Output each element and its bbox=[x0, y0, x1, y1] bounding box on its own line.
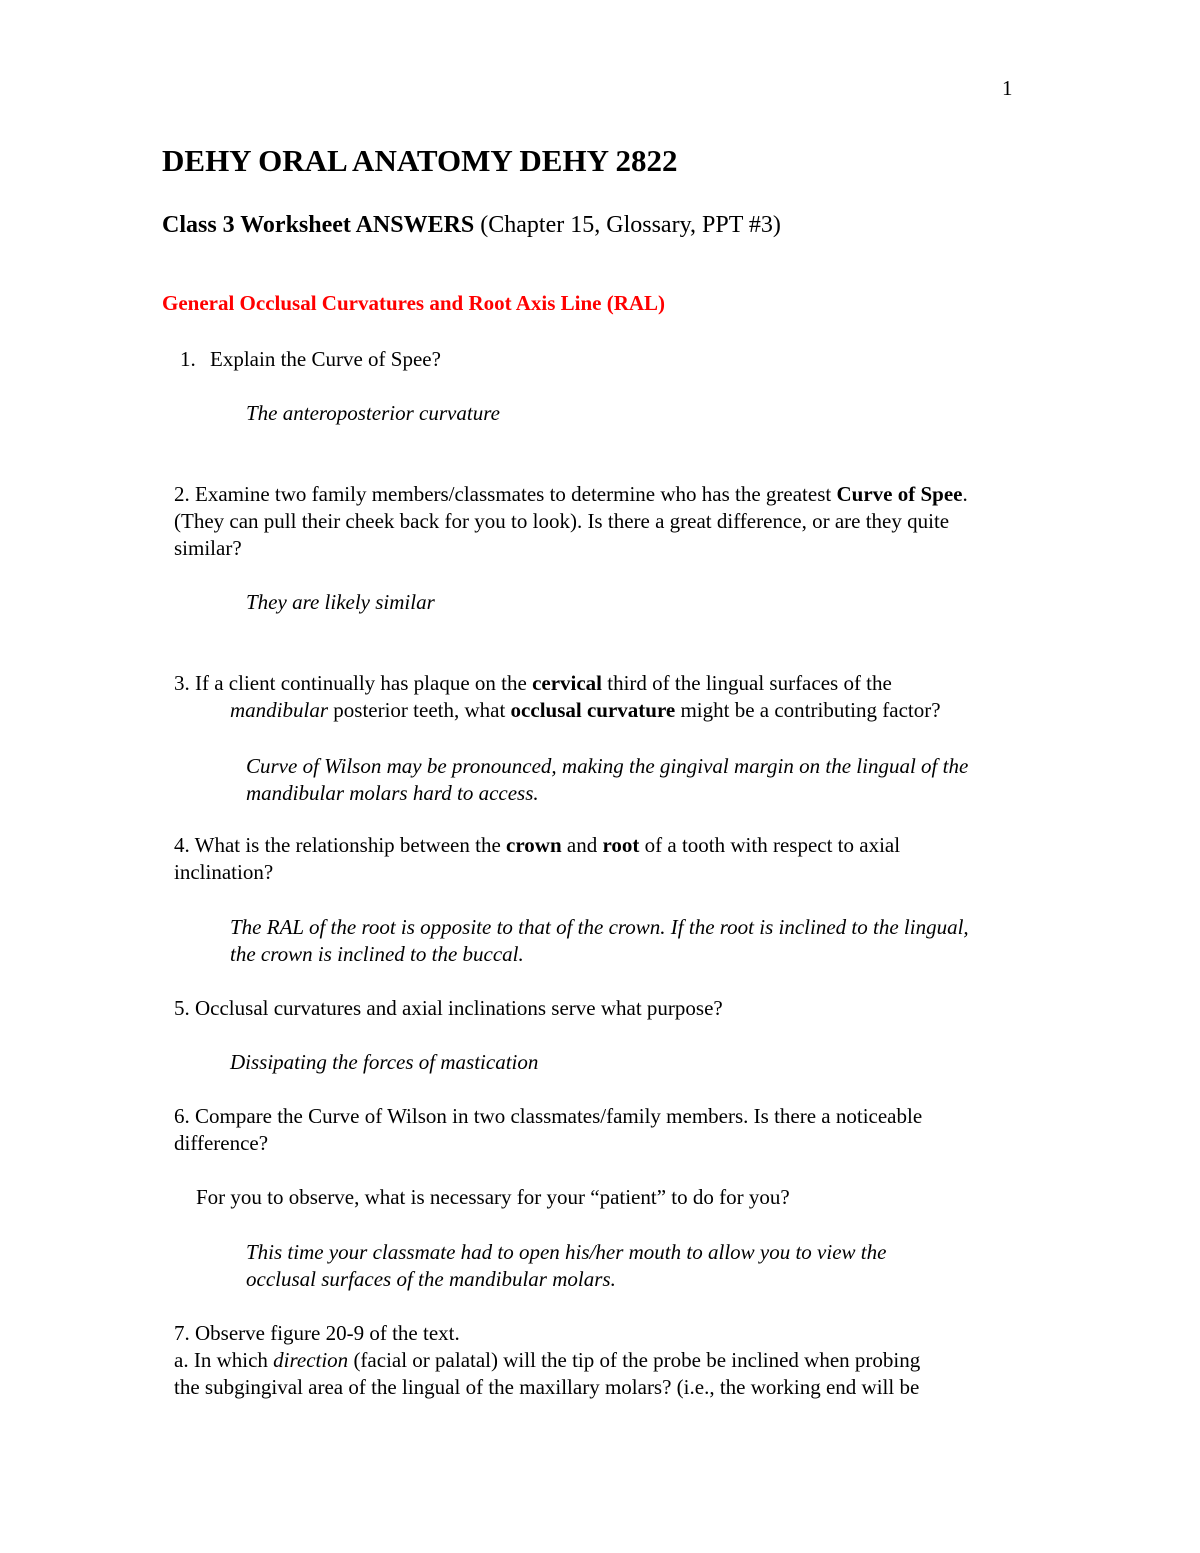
question-7-line-1: 7. Observe figure 20-9 of the text. bbox=[174, 1321, 460, 1345]
question-5: 5. Occlusal curvatures and axial inclinations serve what purpose? bbox=[174, 996, 723, 1020]
question-4 bbox=[174, 832, 900, 859]
q4-part2: and bbox=[561, 833, 603, 857]
question-6-subquestion: For you to observe, what is necessary for your “patient” to do for you? bbox=[196, 1185, 790, 1209]
answer-6-line-1: This time your classmate had to open his/her mouth to allow you to view the bbox=[246, 1240, 887, 1264]
question-6-line-2: difference? bbox=[174, 1131, 269, 1155]
answer-6-line-2: occlusal surfaces of the mandibular molars. bbox=[246, 1267, 616, 1291]
q3-part4: might be a contributing factor? bbox=[675, 698, 941, 722]
worksheet-subtitle bbox=[162, 212, 781, 239]
q4-bold-root: root bbox=[602, 833, 640, 857]
question-7a bbox=[174, 1347, 920, 1374]
question-3-line-2 bbox=[230, 697, 941, 724]
q3-bold-occlusal-curvature: occlusal curvature bbox=[510, 698, 676, 722]
q3-bold-cervical: cervical bbox=[532, 671, 603, 695]
answer-1: The anteroposterior curvature bbox=[246, 401, 500, 425]
q4-part3: of a tooth with respect to axial bbox=[639, 833, 901, 857]
answer-4-line-2: the crown is inclined to the buccal. bbox=[230, 942, 524, 966]
document-title: DEHY ORAL ANATOMY DEHY 2822 bbox=[162, 143, 678, 178]
page-number: 1 bbox=[1002, 76, 1013, 100]
answer-2: They are likely similar bbox=[246, 590, 435, 614]
question-2-line-2: (They can pull their cheek back for you to look). Is there a great difference, or are they quite bbox=[174, 509, 950, 533]
question-6-line-1: 6. Compare the Curve of Wilson in two classmates/family members. Is there a noticeable bbox=[174, 1104, 923, 1128]
q7a-part1: a. In which bbox=[174, 1348, 274, 1372]
question-7a-line-2: the subgingival area of the lingual of the maxillary molars? (i.e., the working end will be bbox=[174, 1375, 920, 1399]
subtitle-bold: Class 3 Worksheet ANSWERS bbox=[162, 212, 475, 238]
q3-part1: 3. If a client continually has plaque on the bbox=[174, 671, 533, 695]
answer-3-line-2: mandibular molars hard to access. bbox=[246, 781, 539, 805]
q7a-italic-direction: direction bbox=[273, 1348, 349, 1372]
question-4-line-2: inclination? bbox=[174, 860, 274, 884]
q3-part3: posterior teeth, what bbox=[328, 698, 511, 722]
q3-part2: third of the lingual surfaces of the bbox=[602, 671, 892, 695]
subtitle-rest: (Chapter 15, Glossary, PPT #3) bbox=[474, 212, 781, 238]
q2-bold-curve-of-spee: Curve of Spee bbox=[836, 482, 963, 506]
q2-part2: . bbox=[962, 482, 968, 506]
question-1-number: 1. bbox=[180, 347, 196, 371]
q3-italic-mandibular: mandibular bbox=[230, 698, 329, 722]
q4-bold-crown: crown bbox=[506, 833, 562, 857]
q7a-part2: (facial or palatal) will the tip of the probe be inclined when probing bbox=[348, 1348, 921, 1372]
question-2-line-3: similar? bbox=[174, 536, 242, 560]
question-1-text: Explain the Curve of Spee? bbox=[210, 347, 441, 371]
answer-3-line-1: Curve of Wilson may be pronounced, making the gingival margin on the lingual of the bbox=[246, 754, 969, 778]
answer-5: Dissipating the forces of mastication bbox=[230, 1050, 539, 1074]
answer-4-line-1: The RAL of the root is opposite to that of the crown. If the root is inclined to the lingual, bbox=[230, 915, 969, 939]
q2-part1: 2. Examine two family members/classmates to determine who has the greatest bbox=[174, 482, 837, 506]
section-heading: General Occlusal Curvatures and Root Axis Line (RAL) bbox=[162, 291, 666, 315]
question-3 bbox=[174, 670, 892, 697]
question-2 bbox=[174, 481, 968, 508]
q4-part1: 4. What is the relationship between the bbox=[174, 833, 507, 857]
